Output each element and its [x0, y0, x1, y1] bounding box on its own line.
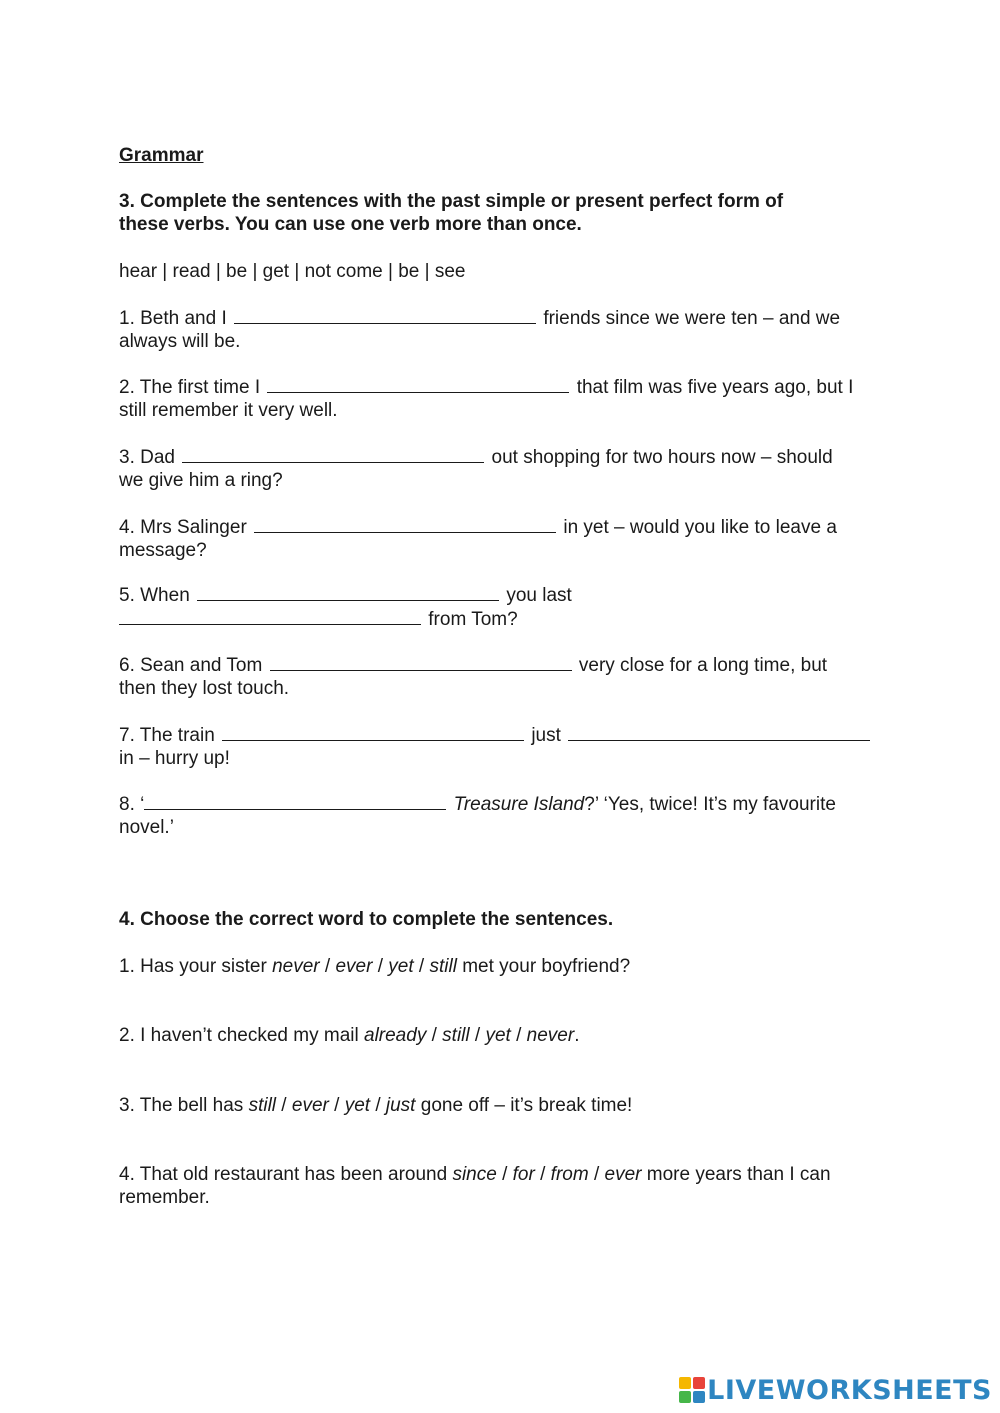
- answer-blank[interactable]: [254, 515, 556, 533]
- ex4-item-1: 1. Has your sister never / ever / yet / still met your boyfriend?: [119, 956, 631, 977]
- option[interactable]: for: [512, 1164, 535, 1185]
- exercise-3-instruction: 3. Complete the sentences with the past simple or present perfect form of these verbs. You can use one verb more than once.: [119, 191, 784, 235]
- answer-blank[interactable]: [182, 445, 484, 463]
- answer-blank[interactable]: [568, 723, 870, 741]
- ex3-item-1: 1. Beth and I friends since we were ten – and we always will be.: [119, 308, 841, 352]
- ex4-item-3: 3. The bell has still / ever / yet / just gone off – it’s break time!: [119, 1095, 633, 1116]
- option[interactable]: never: [272, 956, 320, 977]
- option[interactable]: still: [429, 956, 457, 977]
- option[interactable]: already: [364, 1025, 427, 1046]
- answer-blank[interactable]: [267, 375, 569, 393]
- answer-blank[interactable]: [197, 583, 499, 601]
- liveworksheets-logo[interactable]: [679, 1373, 992, 1407]
- word-bank: hear | read | be | get | not come | be | see: [119, 261, 466, 282]
- option[interactable]: just: [385, 1095, 416, 1116]
- option[interactable]: yet: [485, 1025, 511, 1046]
- ex4-item-4: 4. That old restaurant has been around since / for / from / ever more years than I can remember.: [119, 1164, 831, 1208]
- section-heading: Grammar: [119, 145, 204, 166]
- option[interactable]: still: [442, 1025, 470, 1046]
- ex3-item-6: 6. Sean and Tom very close for a long time, but then they lost touch.: [119, 655, 828, 699]
- answer-blank[interactable]: [119, 607, 421, 625]
- ex3-item-8: 8. ‘ Treasure Island?’ ‘Yes, twice! It’s my favourite novel.’: [119, 794, 836, 838]
- option[interactable]: ever: [291, 1095, 329, 1116]
- option[interactable]: yet: [344, 1095, 371, 1116]
- exercise-4-instruction: 4. Choose the correct word to complete the sentences.: [119, 909, 614, 930]
- ex4-item-2: 2. I haven’t checked my mail already / still / yet / never.: [119, 1025, 580, 1046]
- ex3-item-7: 7. The train just in – hurry up!: [119, 723, 889, 770]
- ex3-item-3: 3. Dad out shopping for two hours now – should we give him a ring?: [119, 447, 833, 491]
- answer-blank[interactable]: [234, 306, 536, 324]
- logo-text: LIVEWORKSHEETS: [707, 1374, 992, 1406]
- option[interactable]: since: [452, 1164, 497, 1185]
- ex3-item-4: 4. Mrs Salinger in yet – would you like to leave a message?: [119, 517, 837, 561]
- answer-blank[interactable]: [144, 792, 446, 810]
- option[interactable]: still: [248, 1095, 277, 1116]
- option[interactable]: ever: [604, 1164, 642, 1185]
- logo-grid-icon: [679, 1377, 705, 1403]
- option[interactable]: from: [550, 1164, 589, 1185]
- option[interactable]: never: [526, 1025, 575, 1046]
- option[interactable]: yet: [388, 956, 414, 977]
- option[interactable]: ever: [335, 956, 373, 977]
- ex3-item-5: 5. When you last from Tom?: [119, 585, 572, 630]
- answer-blank[interactable]: [270, 653, 572, 671]
- answer-blank[interactable]: [222, 723, 524, 741]
- ex3-item-2: 2. The first time I that film was five years ago, but I still remember it very well.: [119, 377, 854, 421]
